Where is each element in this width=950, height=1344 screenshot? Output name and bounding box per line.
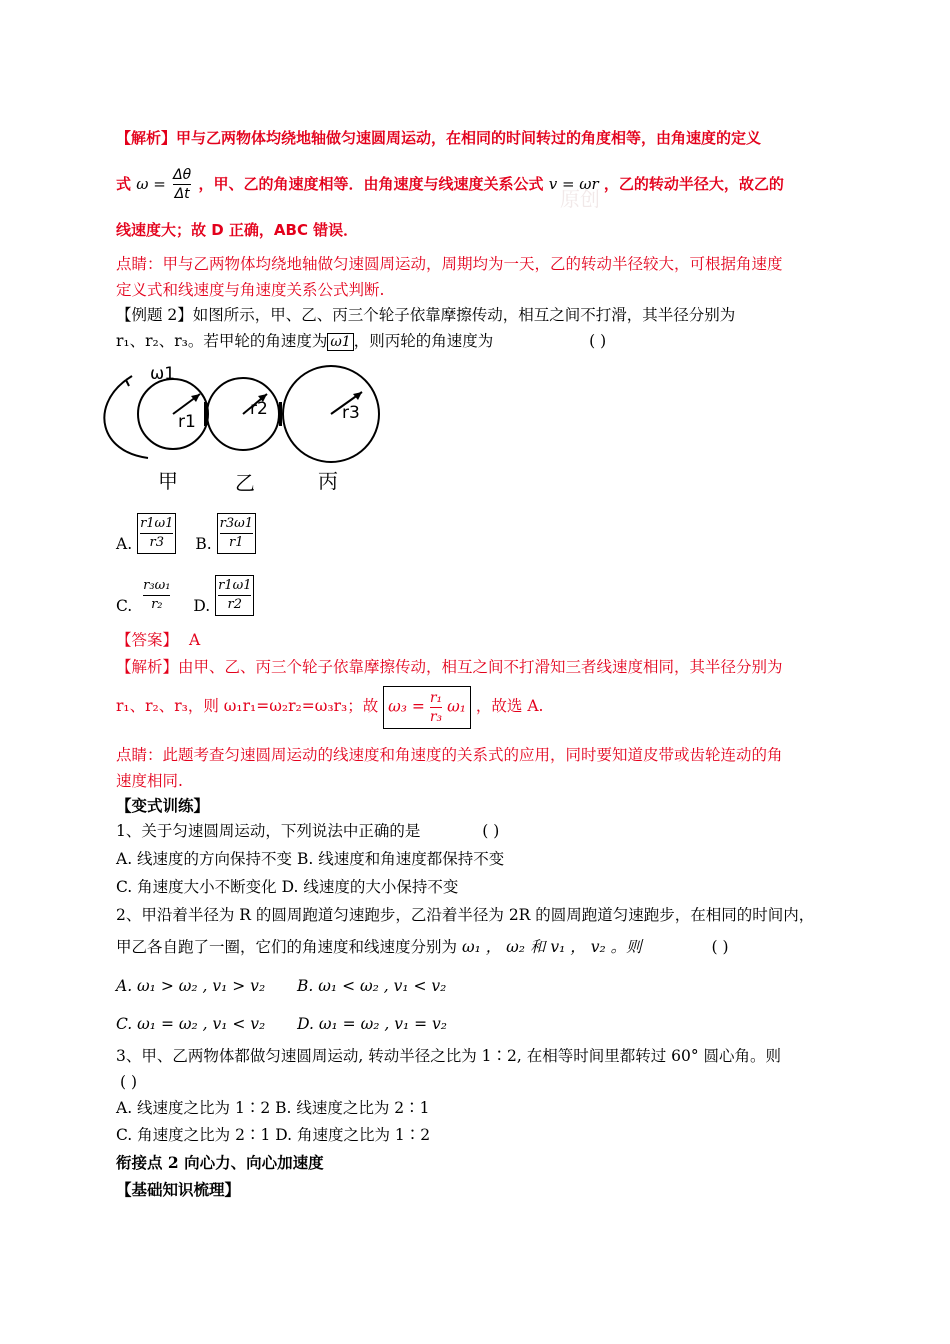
q3-options-cd: C. 角速度之比为 2∶1 D. 角速度之比为 1∶2	[116, 1126, 431, 1144]
r1-over-r3	[430, 689, 442, 726]
option-a-den: r3	[149, 535, 164, 550]
training-q1	[116, 821, 499, 841]
analysis1-line2	[116, 166, 784, 203]
frac-r1: r₁	[429, 689, 443, 706]
omega-lhs: ω =	[136, 175, 166, 193]
q2-option-a: A. ω₁ > ω₂ , v₁ > v₂	[116, 977, 266, 995]
q2-options-ab	[116, 976, 446, 996]
example2-line1: 【例题 2】如图所示，甲、乙、丙三个轮子依靠摩擦传动，相互之间不打滑，其半径分别为	[116, 306, 736, 324]
friction-wheels-diagram	[90, 362, 390, 497]
q2-line1: 2、甲沿着半径为 R 的圆周跑道匀速跑步，乙沿着半径为 2R 的圆周跑道匀速跑步，在相同的时间内，	[116, 906, 815, 924]
section-subheading: 【基础知识梳理】	[116, 1180, 241, 1199]
omega1-label: ω1	[150, 364, 176, 384]
q2-options-cd	[116, 1014, 447, 1034]
q3-options-ab: A. 线速度之比为 1∶2 B. 线速度之比为 2∶1	[116, 1099, 430, 1117]
wheel-yi-label: 乙	[235, 471, 255, 495]
fraction-numerator: Δθ	[173, 167, 192, 183]
r2-label: r2	[250, 399, 268, 419]
omega3-lhs: ω₃ =	[388, 697, 425, 715]
q3-line1: 3、甲、乙两物体都做匀速圆周运动, 转动半径之比为 1∶2, 在相等时间里都转过 60° 圆心角。则	[116, 1047, 782, 1065]
option-a-label: A.	[116, 535, 133, 553]
frac-r3: r₃	[429, 708, 443, 725]
note1-line2: 定义式和线速度与角速度关系公式判断.	[116, 281, 385, 299]
q3-paren: ( )	[120, 1073, 138, 1091]
note2-line2: 速度相同.	[116, 772, 183, 790]
q2-option-d: D. ω₁ = ω₂ , v₁ = v₂	[297, 1015, 447, 1033]
option-a-fraction	[137, 513, 176, 554]
q2-line2	[116, 937, 729, 957]
analysis2-line2-post: ，故选 A.	[475, 697, 544, 715]
omega1-box: ω1	[327, 333, 353, 351]
example2-line2	[116, 331, 606, 351]
option-c-label: C.	[116, 597, 133, 615]
analysis1-line2-post: ，乙的转动半径大，故乙的	[603, 175, 784, 193]
formula-v-omega-r: v = ωr	[548, 175, 599, 193]
option-b-fraction	[217, 513, 256, 554]
omega3-formula-box	[383, 686, 471, 729]
rotation-arrow	[104, 380, 148, 458]
r3-label: r3	[342, 403, 360, 423]
answer2-value: A	[188, 631, 201, 649]
q2-paren: ( )	[711, 938, 729, 956]
answer2-label: 【答案】	[116, 631, 179, 649]
q2-line2-pre: 甲乙各自跑了一圈，它们的角速度和线速度分别为	[116, 938, 458, 956]
example2-answer-paren: ( )	[589, 332, 607, 350]
analysis2-line1: 【解析】由甲、乙、丙三个轮子依靠摩擦传动，相互之间不打滑知三者线速度相同，其半径分别为	[116, 658, 783, 676]
wheel-bing-label: 丙	[318, 469, 338, 493]
fraction-denominator: Δt	[174, 186, 190, 202]
wheel-jia-label: 甲	[158, 469, 178, 493]
example2-line2-pre: r₁、r₂、r₃。若甲轮的角速度为	[116, 332, 328, 350]
analysis2-line2-pre: r₁、r₂、r₃，则 ω₁r₁=ω₂r₂=ω₃r₃；故	[116, 697, 379, 715]
example2-line2-post: ，则丙轮的角速度为	[353, 332, 494, 350]
option-d-label: D.	[193, 597, 211, 615]
q1-options-cd: C. 角速度大小不断变化 D. 线速度的大小保持不变	[116, 878, 459, 896]
answer2-line	[116, 630, 200, 650]
option-b-label: B.	[195, 535, 212, 553]
option-d-den: r2	[227, 597, 243, 612]
watermark-logo: 原创	[560, 187, 600, 211]
analysis1-line1: 【解析】甲与乙两物体均绕地轴做匀速圆周运动，在相同的时间转过的角度相等，由角速度的定义	[116, 129, 762, 147]
option-c-num: r₃ω₁	[143, 577, 170, 596]
r1-label: r1	[178, 412, 196, 432]
note2-line1: 点睛：此题考查匀速圆周运动的线速度和角速度的关系式的应用，同时要知道皮带或齿轮连动的角	[116, 746, 783, 764]
training-heading: 【变式训练】	[116, 796, 210, 815]
option-a-num: r1ω1	[140, 515, 173, 534]
option-b-den: r1	[229, 535, 244, 550]
note1-line1: 点睛：甲与乙两物体均绕地轴做匀速圆周运动，周期均为一天，乙的转动半径较大，可根据角速度	[116, 255, 783, 273]
analysis1-line3: 线速度大；故 D 正确，ABC 错误．	[116, 221, 359, 239]
option-c-fraction	[143, 577, 170, 614]
option-b-num: r3ω1	[220, 515, 253, 534]
analysis1-line2-pre: 式	[116, 175, 132, 193]
option-d-fraction	[215, 575, 254, 616]
option-d-num: r1ω1	[218, 577, 251, 596]
analysis2-line2	[116, 683, 543, 729]
q1-paren: ( )	[482, 822, 500, 840]
example2-options-ab	[116, 512, 256, 554]
q2-vars: ω₁ ， ω₂ 和 v₁ ， v₂ 。则	[461, 938, 642, 956]
option-c-den: r₂	[151, 597, 163, 612]
q1-text: 1、关于匀速圆周运动，下列说法中正确的是	[116, 822, 421, 840]
omega1-rhs: ω₁	[447, 697, 466, 715]
q2-option-b: B. ω₁ < ω₂ , v₁ < v₂	[297, 977, 447, 995]
q1-options-ab: A. 线速度的方向保持不变 B. 线速度和角速度都保持不变	[116, 850, 505, 868]
q2-option-c: C. ω₁ = ω₂ , v₁ < v₂	[116, 1015, 266, 1033]
section-title: 衔接点 2 向心力、向心加速度	[116, 1153, 324, 1172]
delta-theta-fraction	[173, 166, 191, 203]
analysis1-line2-mid: ，甲、乙的角速度相等．由角速度与线速度关系公式	[198, 175, 544, 193]
example2-options-cd	[116, 574, 254, 616]
